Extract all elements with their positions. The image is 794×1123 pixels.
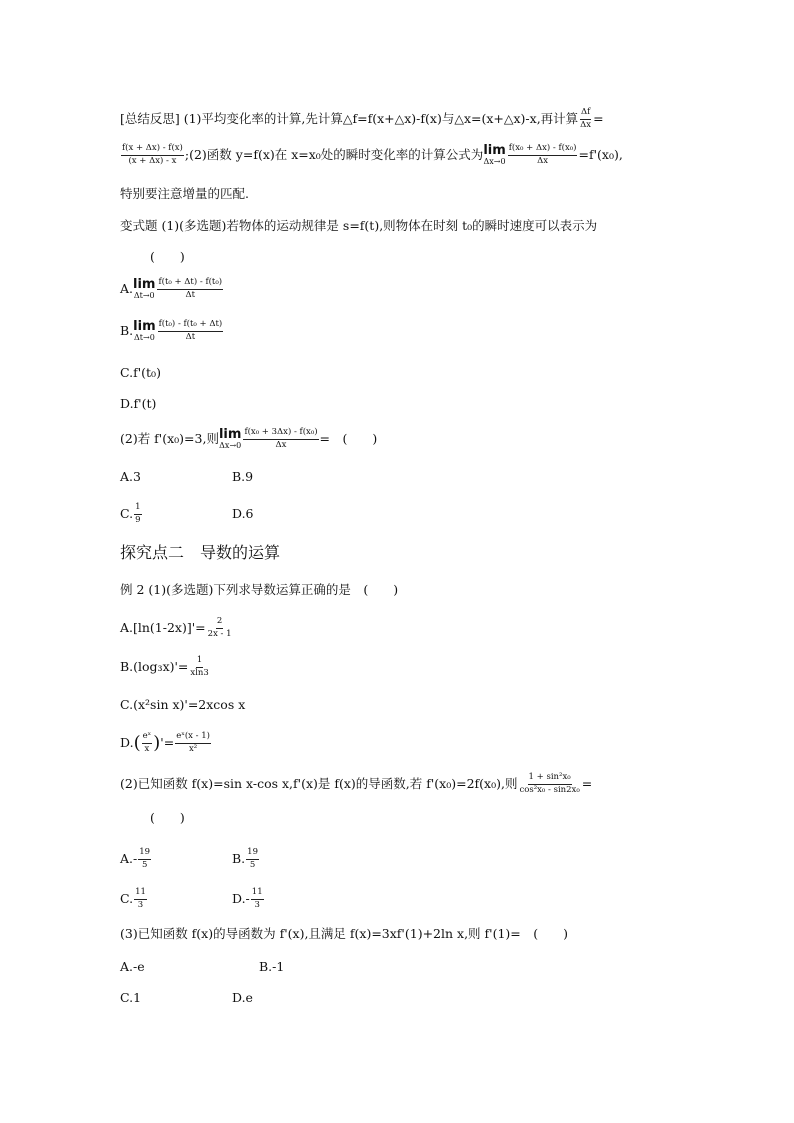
q2-fraction: $\frac{\text{f(x₀ + 3Δx) - f(x₀)}}{\Delta x}$ bbox=[244, 427, 318, 450]
example2-q2-option-a: A.- $\frac{19}{5}$ bbox=[120, 847, 151, 870]
example2-q2-option-c: C. $\frac{11}{3}$ bbox=[120, 887, 146, 910]
summary-line-1: [总结反思] (1)平均变化率的计算,先计算△f=f(x+△x)-f(x)与△x=(x+△x)-x,再计算 $\frac{\Delta f}{\Delta x}$ = bbox=[120, 107, 604, 130]
variant-option-d: D.f'(t) bbox=[120, 396, 157, 411]
limit-expression: lim Δx→0 bbox=[483, 143, 506, 166]
variant-q2-option-d: D.6 bbox=[232, 506, 254, 521]
limit-expression: lim Δt→0 bbox=[133, 277, 156, 300]
example2-option-c: C.(x²sin x)'=2xcos x bbox=[120, 697, 246, 712]
instant-rate-fraction: $\frac{\text{f(x₀ + Δx) - f(x₀)}}{\Delta x}$ bbox=[508, 143, 577, 166]
limit-expression: lim Δx→0 bbox=[218, 427, 242, 450]
option-a-fraction: $\frac{\text{f(t₀ + Δt) - f(t₀)}}{\Delta t}$ bbox=[158, 277, 223, 300]
example2-option-a: A.[ln(1-2x)]'= $\frac{2}{2x - 1}$ bbox=[120, 616, 232, 639]
summary-text-1: [总结反思] (1)平均变化率的计算,先计算△f=f(x+△x)-f(x)与△x=(x+△x)-x,再计算 bbox=[120, 110, 579, 126]
summary-line-3: 特别要注意增量的匹配. bbox=[120, 186, 249, 201]
example2-q2-blank: ( ) bbox=[150, 810, 185, 825]
variant-option-b: B. lim Δt→0 $\frac{\text{f(t₀) - f(t₀ + Δt)}}{\Delta t}$ bbox=[120, 319, 223, 342]
delta-f-over-delta-x: $\frac{\Delta f}{\Delta x}$ bbox=[580, 107, 592, 130]
option-b-fraction: $\frac{\text{f(t₀) - f(t₀ + Δt)}}{\Delta t}$ bbox=[158, 319, 223, 342]
limit-expression: lim Δt→0 bbox=[133, 319, 156, 342]
example2-question-2: (2)已知函数 f(x)=sin x-cos x,f'(x)是 f(x)的导函数,若 f'(x₀)=2f(x₀),则 $\frac{\text{1 + sin²x₀}}{\text{cos²x₀ - sin2x₀}}$ = bbox=[120, 772, 593, 795]
example2-q3-option-d: D.e bbox=[232, 990, 253, 1005]
summary-line-2: $\frac{f(x + \Delta x) - f(x)}{(x + \Delta x) - x}$ ;(2)函数 y=f(x)在 x=x₀处的瞬时变化率的计算公式为 lim Δx→0 $\frac{\text{f(x₀ + Δx) - f(x₀)}}{\Delta x}$ =f'(x₀), bbox=[122, 143, 623, 166]
section-title: 探究点二 导数的运算 bbox=[120, 543, 281, 562]
example2-q3-option-c: C.1 bbox=[120, 990, 142, 1005]
variant-question-2: (2)若 f'(x₀)=3,则 lim Δx→0 $\frac{\text{f(x₀ + 3Δx) - f(x₀)}}{\Delta x}$ = ( ) bbox=[120, 427, 378, 450]
variant-q2-row-ab: A.3 bbox=[120, 469, 141, 484]
example2-q3-option-a: A.-e bbox=[120, 959, 145, 974]
example2-option-d: D.( $\frac{\text{eˣ}}{x}$ )'= $\frac{\text{eˣ(x - 1)}}{\text{x²}}$ bbox=[120, 731, 210, 754]
variant-q2-option-b: B.9 bbox=[232, 469, 254, 484]
variant-q2-option-c: C. $\frac{1}{9}$ bbox=[120, 502, 141, 525]
example2-question-3: (3)已知函数 f(x)的导函数为 f'(x),且满足 f(x)=3xf'(1)+2ln x,则 f'(1)= ( ) bbox=[120, 926, 569, 941]
example2-q3-option-b: B.-1 bbox=[259, 959, 285, 974]
example2-q2-option-d: D.- $\frac{11}{3}$ bbox=[232, 887, 263, 910]
variant-blank: ( ) bbox=[150, 249, 185, 264]
example2-question-1: 例 2 (1)(多选题)下列求导数运算正确的是 ( ) bbox=[120, 582, 399, 597]
variant-option-c: C.f'(t₀) bbox=[120, 365, 161, 380]
variant-option-a: A. lim Δt→0 $\frac{\text{f(t₀ + Δt) - f(t₀)}}{\Delta t}$ bbox=[120, 277, 223, 300]
avg-rate-fraction: $\frac{f(x + \Delta x) - f(x)}{(x + \Delta x) - x}$ bbox=[122, 143, 183, 166]
example2-option-b: B.(log₃x)'= $\frac{1}{xln3}$ bbox=[120, 655, 209, 678]
example2-q2-option-b: B. $\frac{19}{5}$ bbox=[232, 847, 258, 870]
summary-text-2: ;(2)函数 y=f(x)在 x=x₀处的瞬时变化率的计算公式为 bbox=[184, 146, 484, 162]
variant-intro: 变式题 (1)(多选题)若物体的运动规律是 s=f(t),则物体在时刻 t₀的瞬时速度可以表示为 bbox=[120, 218, 598, 233]
